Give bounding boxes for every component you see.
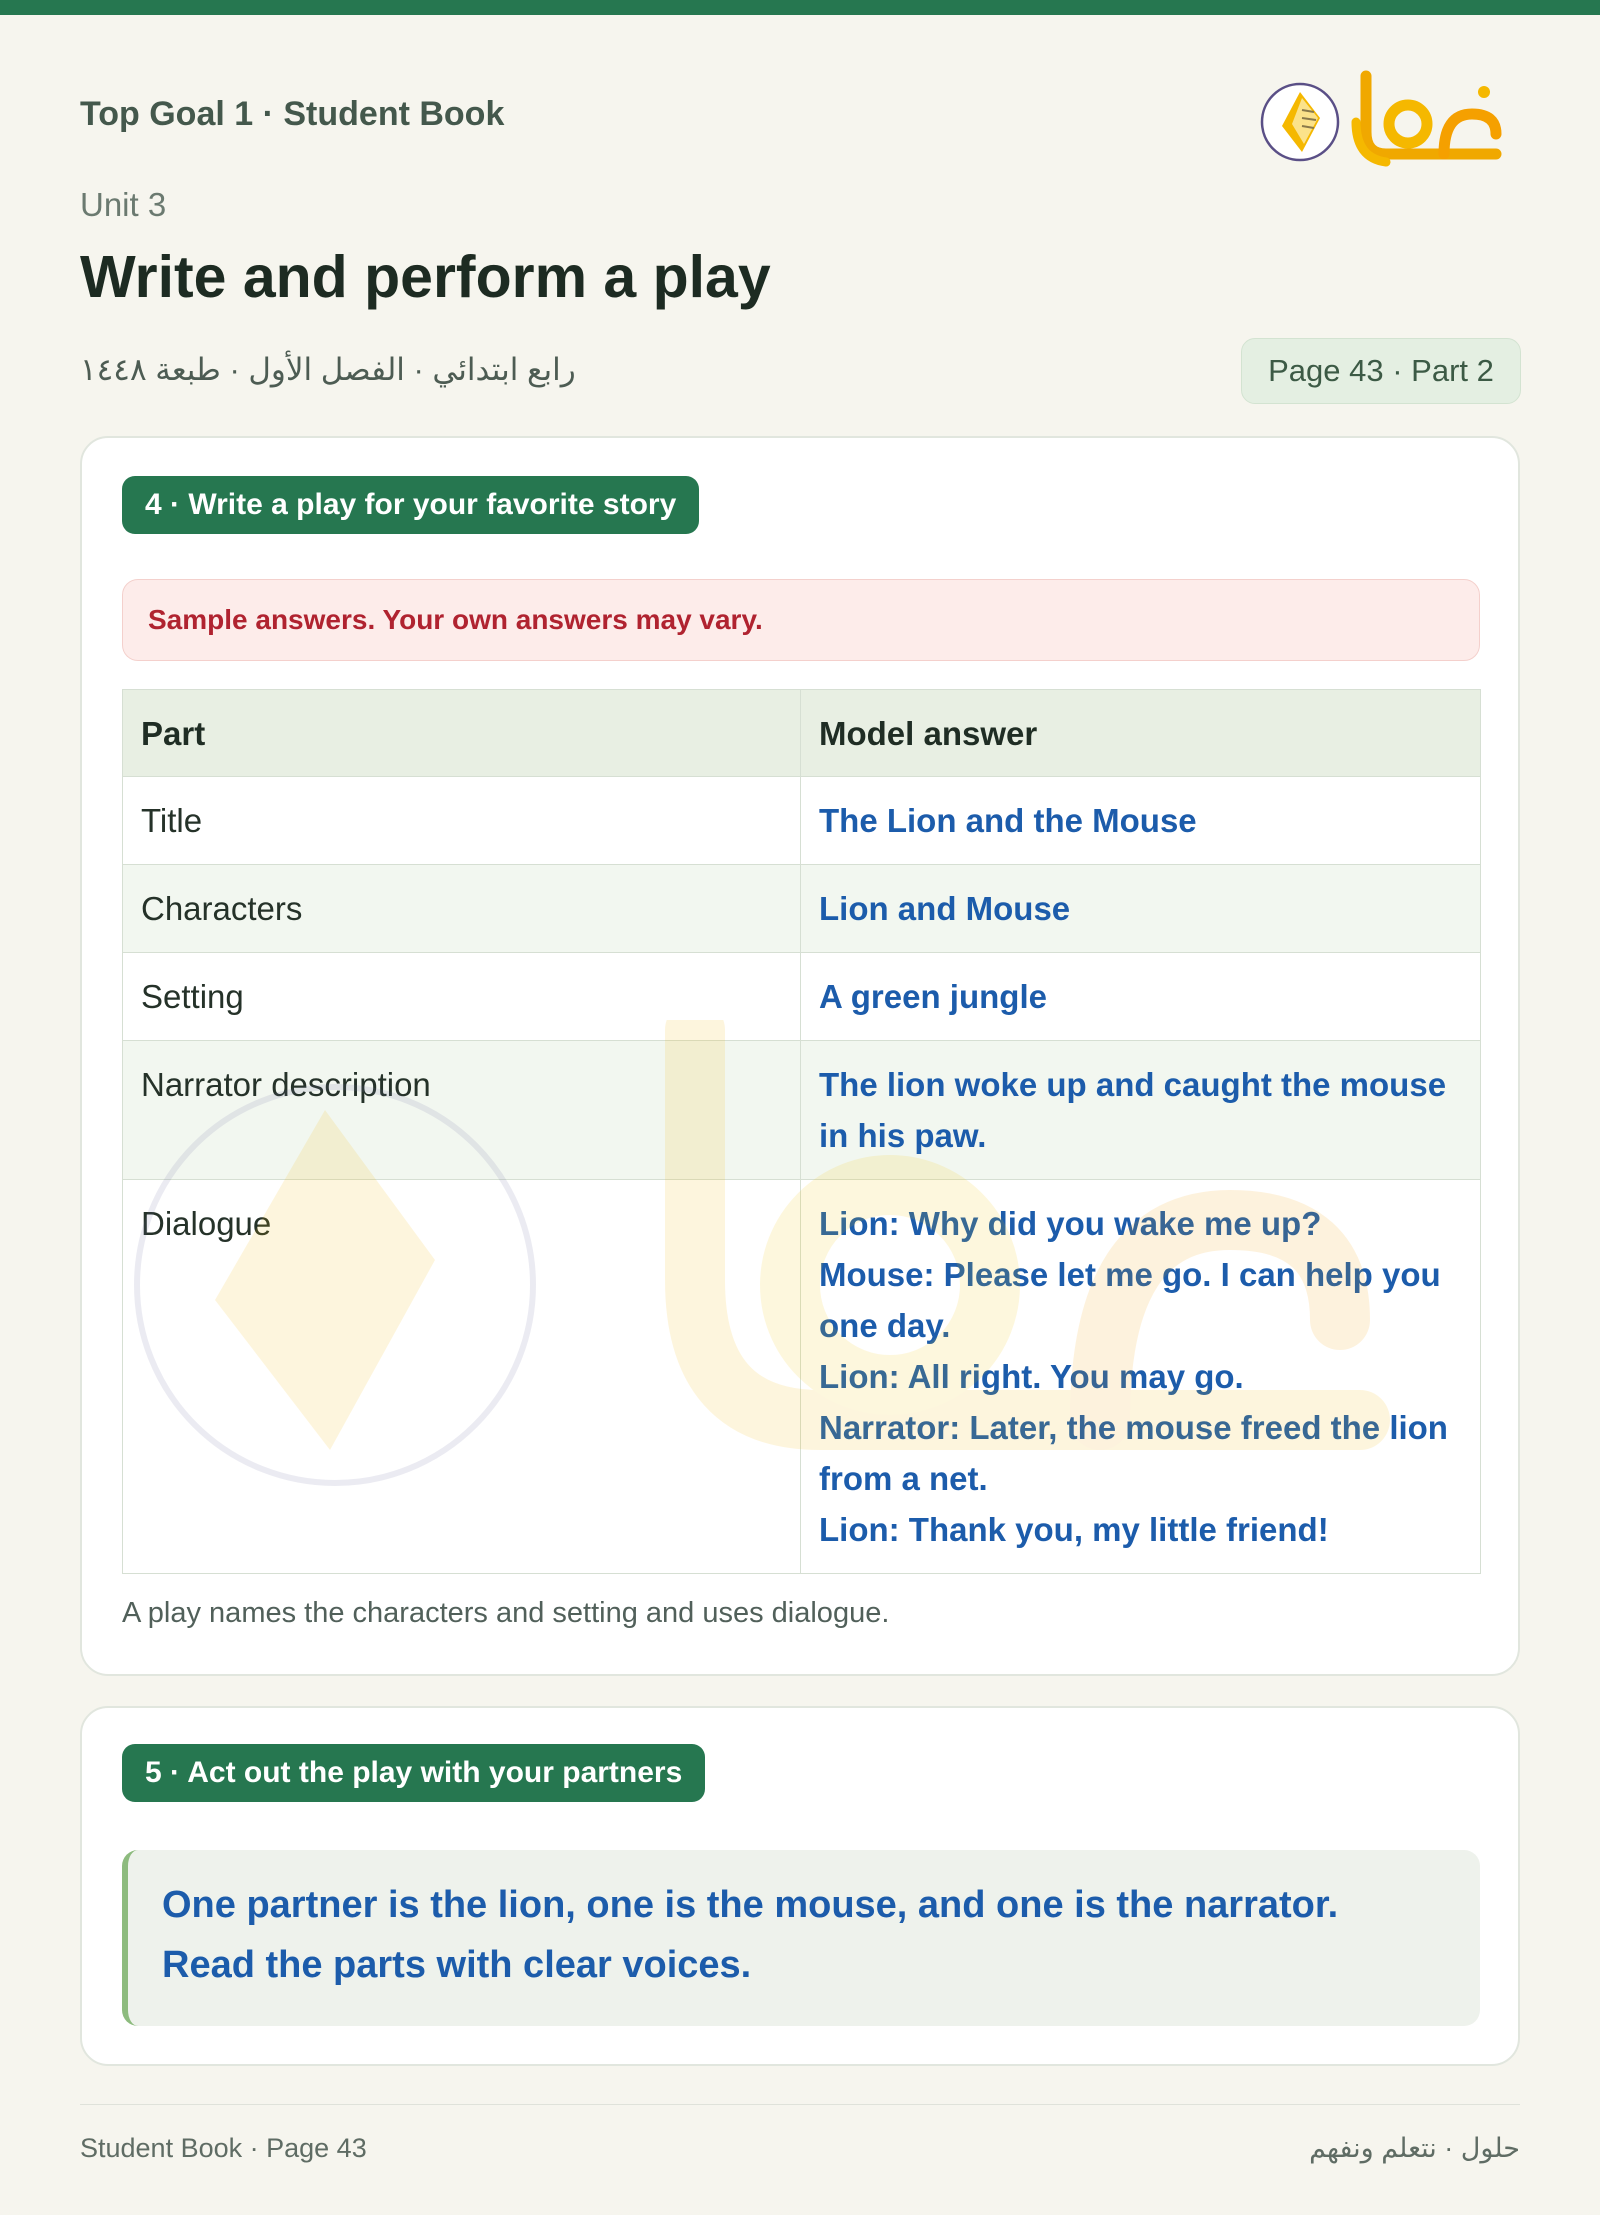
watermark-logo-icon [120,1020,1420,1520]
section-5-card [80,1706,1520,2066]
dialogue-line: Mouse: Please let me go. I can help you one day. [819,1256,1441,1344]
column-header-part: Part [123,690,801,777]
section-4-heading: 4 · Write a play for your favorite story [122,476,699,534]
unit-label: Unit 3 [80,186,167,223]
instruction-line: One partner is the lion, one is the mouse, and one is the narrator. [162,1884,1339,1926]
top-accent-bar [0,0,1600,15]
answer-cell: The Lion and the Mouse [801,777,1481,865]
part-cell: Setting [123,953,801,1041]
table-row [123,865,1481,953]
dialogue-line: Narrator: Later, the mouse freed the lion from a net. [819,1409,1448,1497]
answer-cell: Lion and Mouse [801,865,1481,953]
table-caption: A play names the characters and setting and uses dialogue. [122,1597,890,1629]
part-cell: Narrator description [123,1041,801,1180]
footer-brand-tagline: حلول · نتعلم ونفهم [1309,2133,1520,2163]
part-cell: Title [123,777,801,865]
part-cell: Characters [123,865,801,953]
hulul-logo-icon [1258,62,1508,168]
page-title: Write and perform a play [80,244,771,310]
answer-cell: The lion woke up and caught the mouse in his paw. [801,1041,1481,1180]
answer-cell: A green jungle [801,953,1481,1041]
page-badge: Page 43 · Part 2 [1241,338,1521,404]
dialogue-line: Lion: Thank you, my little friend! [819,1511,1329,1548]
dialogue-line: Lion: Why did you wake me up? [819,1205,1322,1242]
dialogue-line: Lion: All right. You may go. [819,1358,1244,1395]
arabic-subtitle: رابع ابتدائي · الفصل الأول · طبعة ١٤٤٨ [80,352,576,387]
table-row [123,777,1481,865]
instruction-line: Read the parts with clear voices. [162,1944,752,1986]
column-header-model-answer: Model answer [801,690,1481,777]
footer-page-label: Student Book · Page 43 [80,2133,367,2163]
section-5-heading: 5 · Act out the play with your partners [122,1744,705,1802]
part-cell: Dialogue [123,1180,801,1574]
footer-divider [80,2104,1520,2105]
sample-answers-note: Sample answers. Your own answers may vary. [122,579,1480,661]
instruction-box [122,1850,1480,2026]
book-title: Top Goal 1 · Student Book [80,95,505,133]
